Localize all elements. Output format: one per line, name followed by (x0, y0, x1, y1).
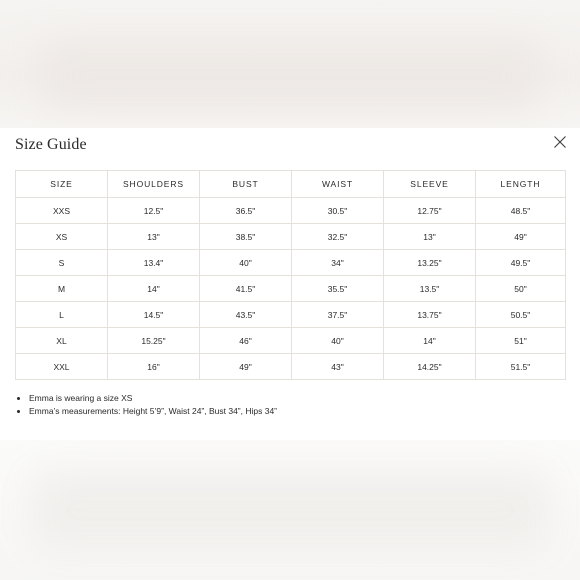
size-cell: XXS (16, 198, 108, 224)
shoulders-cell: 13.4" (108, 250, 200, 276)
waist-cell: 35.5" (292, 276, 384, 302)
header-shoulders: SHOULDERS (108, 171, 200, 198)
bust-cell: 40" (200, 250, 292, 276)
table-row (16, 224, 566, 250)
size-cell: XL (16, 328, 108, 354)
size-cell: XS (16, 224, 108, 250)
waist-cell: 30.5" (292, 198, 384, 224)
shoulders-cell: 12.5" (108, 198, 200, 224)
bust-cell: 36.5" (200, 198, 292, 224)
note-model-size: • Emma is wearing a size XS (29, 392, 277, 405)
header-length: LENGTH (476, 171, 566, 198)
length-cell: 49.5" (476, 250, 566, 276)
header-sleeve: SLEEVE (384, 171, 476, 198)
table-header-row (16, 171, 566, 198)
size-table (15, 170, 566, 380)
header-size: SIZE (16, 171, 108, 198)
bust-cell: 49" (200, 354, 292, 380)
shoulders-cell: 16" (108, 354, 200, 380)
shoulders-cell: 13" (108, 224, 200, 250)
model-notes-list (15, 392, 277, 418)
table-row (16, 328, 566, 354)
modal-title: Size Guide (15, 136, 87, 153)
table-row (16, 198, 566, 224)
table-row (16, 354, 566, 380)
length-cell: 50" (476, 276, 566, 302)
close-button[interactable] (552, 134, 568, 150)
bust-cell: 38.5" (200, 224, 292, 250)
size-cell: L (16, 302, 108, 328)
table-row (16, 250, 566, 276)
shoulders-cell: 15.25" (108, 328, 200, 354)
size-cell: M (16, 276, 108, 302)
shoulders-cell: 14" (108, 276, 200, 302)
sleeve-cell: 14" (384, 328, 476, 354)
close-icon (552, 134, 568, 150)
table-row (16, 302, 566, 328)
sleeve-cell: 13.5" (384, 276, 476, 302)
sleeve-cell: 13.75" (384, 302, 476, 328)
blurred-page-content-bottom (30, 470, 550, 550)
length-cell: 49" (476, 224, 566, 250)
length-cell: 51" (476, 328, 566, 354)
waist-cell: 43" (292, 354, 384, 380)
size-cell: XXL (16, 354, 108, 380)
waist-cell: 37.5" (292, 302, 384, 328)
shoulders-cell: 14.5" (108, 302, 200, 328)
size-guide-modal (0, 128, 580, 440)
blurred-page-content (40, 40, 540, 110)
length-cell: 48.5" (476, 198, 566, 224)
waist-cell: 34" (292, 250, 384, 276)
sleeve-cell: 13.25" (384, 250, 476, 276)
header-waist: WAIST (292, 171, 384, 198)
bust-cell: 41.5" (200, 276, 292, 302)
sleeve-cell: 12.75" (384, 198, 476, 224)
sleeve-cell: 13" (384, 224, 476, 250)
table-row (16, 276, 566, 302)
length-cell: 51.5" (476, 354, 566, 380)
waist-cell: 32.5" (292, 224, 384, 250)
note-model-measurements: • Emma’s measurements: Height 5’9”, Waist 24”, Bust 34”, Hips 34” (29, 405, 277, 418)
header-bust: BUST (200, 171, 292, 198)
length-cell: 50.5" (476, 302, 566, 328)
size-cell: S (16, 250, 108, 276)
bust-cell: 46" (200, 328, 292, 354)
sleeve-cell: 14.25" (384, 354, 476, 380)
bust-cell: 43.5" (200, 302, 292, 328)
waist-cell: 40" (292, 328, 384, 354)
